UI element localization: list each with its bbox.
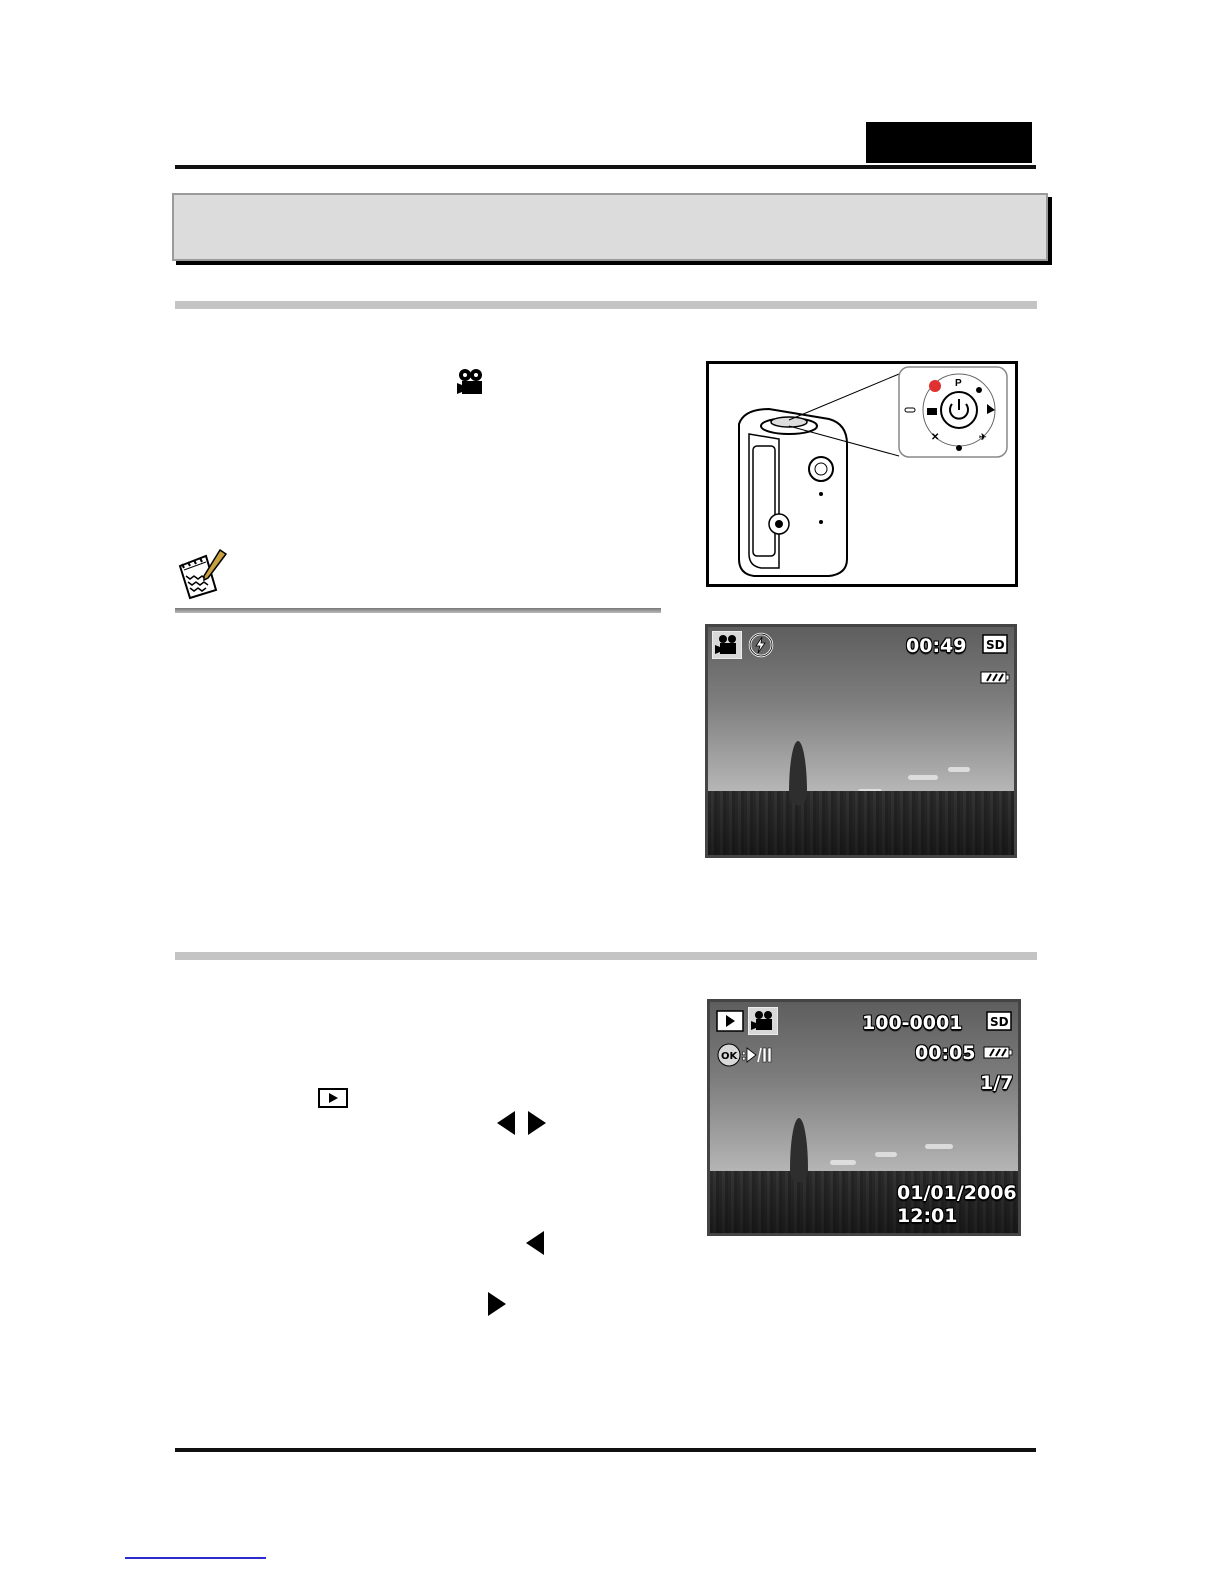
image-count: 1/7 <box>980 1072 1014 1094</box>
svg-text:OK: OK <box>721 1051 738 1062</box>
camera-mode-dial-illustration <box>706 361 1018 587</box>
footer-rule <box>175 1448 1036 1452</box>
sd-card-icon <box>981 633 1009 655</box>
battery-icon <box>983 1046 1013 1059</box>
movie-mode-icon <box>712 631 742 659</box>
video-duration: 00:05 <box>915 1042 976 1064</box>
right-arrow-icon <box>486 1291 508 1317</box>
svg-text::: : <box>741 1048 747 1064</box>
section-rule-record <box>175 301 1037 309</box>
language-tab <box>866 122 1032 163</box>
lcd-recording-screen <box>705 624 1017 858</box>
left-arrow-icon <box>524 1230 546 1256</box>
movie-mode-icon <box>456 368 486 396</box>
section-rule-playback <box>175 952 1037 960</box>
capture-time: 12:01 <box>897 1205 958 1227</box>
chapter-title-bar <box>172 193 1048 261</box>
remaining-record-time: 00:49 <box>906 635 967 657</box>
svg-text:✈: ✈ <box>979 432 987 442</box>
left-arrow-icon <box>495 1110 517 1136</box>
playback-icon <box>716 1010 744 1032</box>
right-arrow-icon <box>526 1110 548 1136</box>
note-rule <box>175 608 661 613</box>
svg-text:SD: SD <box>986 638 1005 652</box>
movie-mode-icon <box>748 1007 778 1035</box>
battery-icon <box>980 671 1010 684</box>
ok-play-pause-hint <box>716 1042 776 1068</box>
sd-card-icon <box>985 1010 1013 1032</box>
header-rule <box>175 165 1036 169</box>
svg-text:SD: SD <box>990 1015 1009 1029</box>
svg-text:✕: ✕ <box>931 432 940 443</box>
playback-icon <box>318 1088 348 1108</box>
capture-date: 01/01/2006 <box>897 1182 1017 1204</box>
flash-icon <box>748 632 774 658</box>
svg-text:P: P <box>955 378 962 389</box>
note-pad-icon <box>176 548 232 600</box>
file-number: 100-0001 <box>862 1012 963 1034</box>
lcd-playback-screen <box>707 999 1021 1236</box>
footer-link-underline[interactable] <box>125 1557 266 1559</box>
